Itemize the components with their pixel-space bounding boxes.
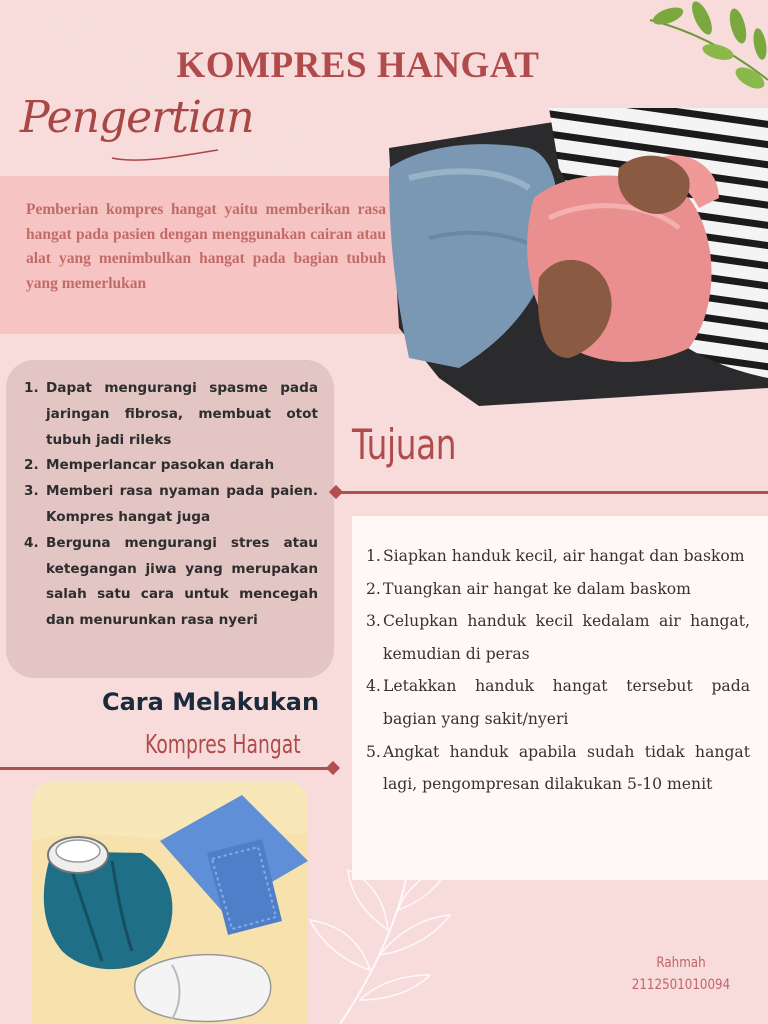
definition-text: Pemberian kompres hangat yaitu memberikan rasa hangat pada pasien dengan menggunakan cairan atau alat yang menimbulkan hangat pada bagian tubuh yang memerlukan <box>26 201 386 292</box>
list-item: 4. Letakkan handuk hangat tersebut pada bagian yang sakit/nyeri <box>366 677 750 728</box>
page-title: KOMPRES HANGAT <box>176 45 540 86</box>
heading-underline-flourish <box>110 146 220 166</box>
list-item: 2. Tuangkan air hangat ke dalam baskom <box>366 579 691 598</box>
illustration-compress-tools <box>32 781 308 1024</box>
author-nim: 2112501010094 <box>631 977 731 993</box>
list-item: 1. Dapat mengurangi spasme pada jaringan fibrosa, membuat otot tubuh jadi rileks <box>24 380 318 448</box>
list-item: 3. Memberi rasa nyaman pada paien. Kompres hangat juga <box>24 483 318 525</box>
benefits-list <box>24 376 318 634</box>
list-item: 1. Siapkan handuk kecil, air hangat dan baskom <box>366 547 745 565</box>
tujuan-heading: Tujuan <box>352 420 457 469</box>
author-name: Rahmah <box>656 955 706 971</box>
tujuan-divider <box>336 491 768 494</box>
cara-heading: Cara Melakukan <box>102 688 320 716</box>
author-block <box>606 952 756 996</box>
list-item: 5. Angkat handuk apabila sudah tidak hangat lagi, pengompresan dilakukan 5-10 menit <box>366 742 750 794</box>
cara-subheading: Kompres Hangat <box>145 730 301 760</box>
cara-divider <box>0 767 332 770</box>
divider-arrow-dot <box>326 761 340 775</box>
list-item: 4. Berguna mengurangi stres atau ketegangan jiwa yang merupakan salah satu cara untuk mencegah dan menurunkan rasa nyeri <box>24 534 318 629</box>
steps-list <box>366 540 750 801</box>
photo-hot-water-bottle <box>389 108 768 406</box>
list-item: 2. Memperlancar pasokan darah <box>24 457 275 474</box>
list-item: 3. Celupkan handuk kecil kedalam air hangat, kemudian di peras <box>366 612 750 663</box>
pengertian-heading: Pengertian <box>20 92 254 143</box>
